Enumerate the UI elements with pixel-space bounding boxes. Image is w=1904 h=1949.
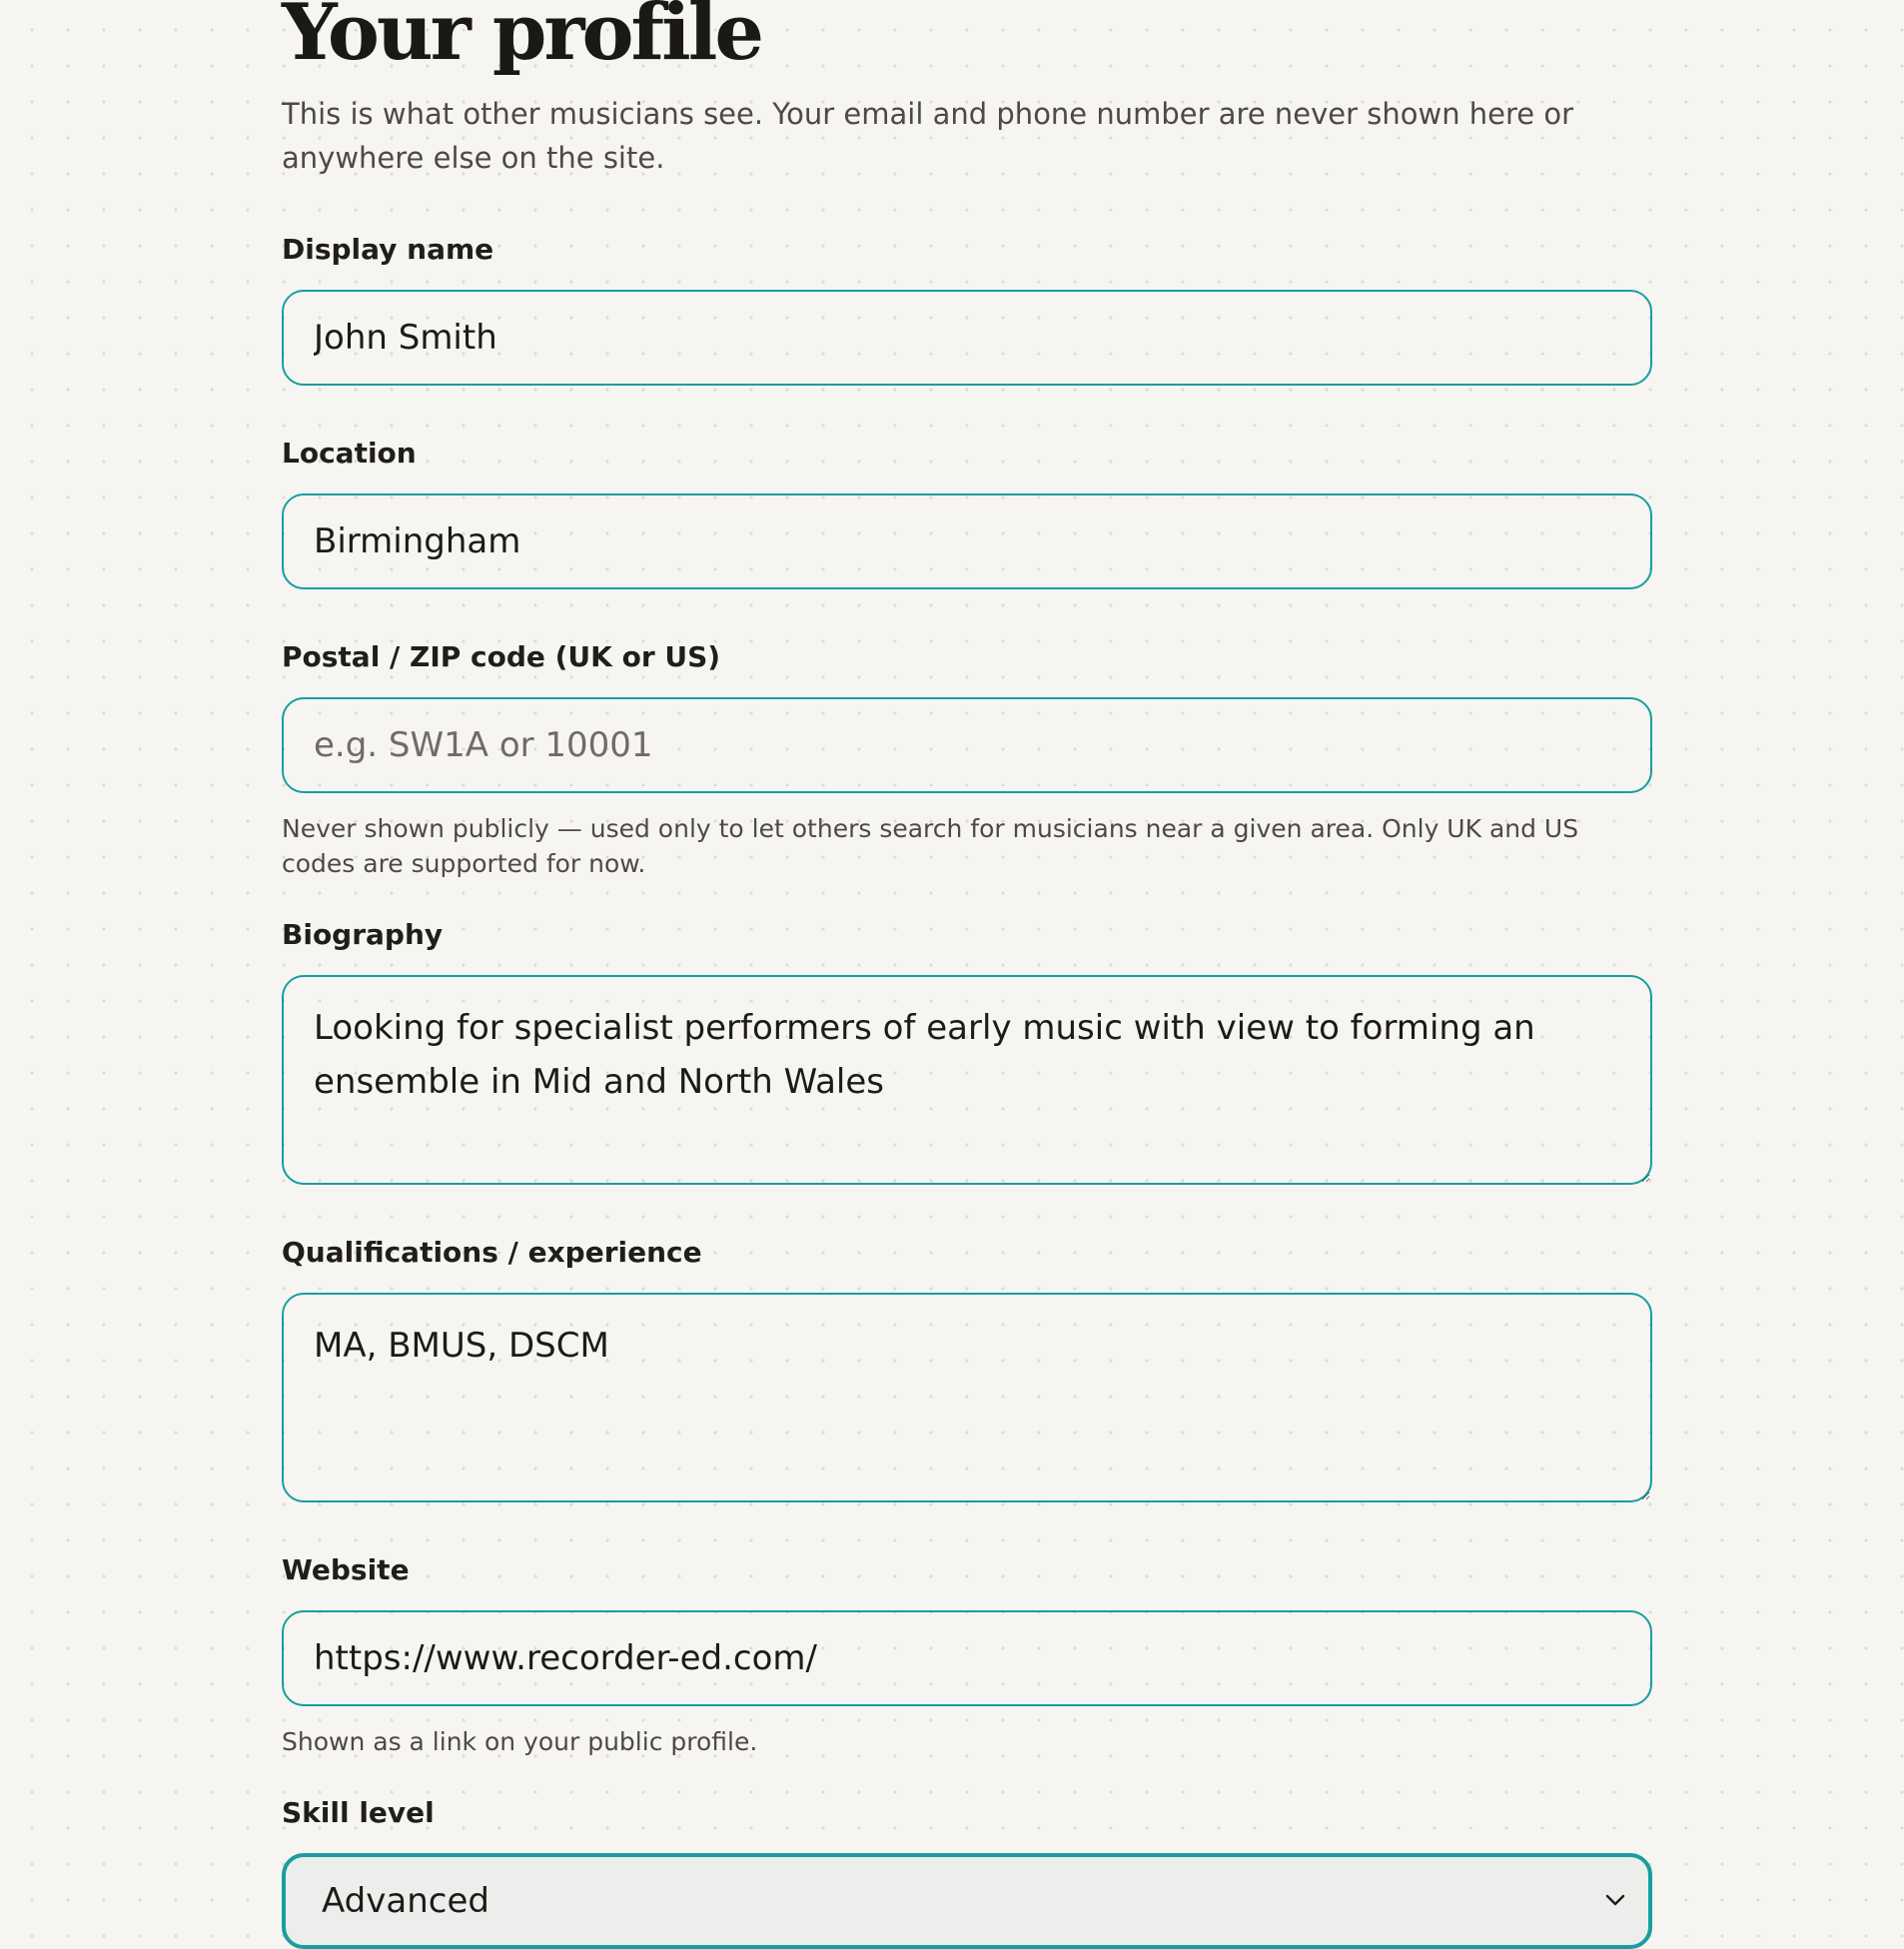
biography-label: Biography — [282, 918, 444, 951]
skill-level-select[interactable] — [282, 1853, 1652, 1949]
location-label: Location — [282, 437, 417, 470]
website-group — [282, 1554, 1652, 1759]
qualifications-label: Qualifications / experience — [282, 1236, 702, 1269]
postal-code-group — [282, 641, 1652, 881]
page-intro: This is what other musicians see. Your email and phone number are never shown here or anywhere else on the site. — [282, 97, 1574, 175]
skill-level-label: Skill level — [282, 1796, 435, 1829]
biography-group — [282, 919, 1652, 1185]
biography-textarea[interactable] — [282, 975, 1652, 1185]
skill-level-group — [282, 1797, 1652, 1949]
display-name-label: Display name — [282, 233, 494, 266]
location-input[interactable] — [282, 493, 1652, 589]
postal-code-input[interactable] — [282, 697, 1652, 793]
page-title: Your profile — [282, 0, 761, 78]
website-label: Website — [282, 1553, 410, 1586]
display-name-group — [282, 234, 1652, 386]
qualifications-group — [282, 1237, 1652, 1502]
qualifications-textarea[interactable] — [282, 1293, 1652, 1502]
website-input[interactable] — [282, 1610, 1652, 1706]
postal-code-help: Never shown publicly — used only to let others search for musicians near a given area. Only UK and US codes are supported for now. — [282, 814, 1579, 878]
profile-form-page — [282, 0, 1652, 1949]
website-help: Shown as a link on your public profile. — [282, 1727, 758, 1756]
skill-level-select-wrapper — [282, 1853, 1652, 1949]
location-group — [282, 438, 1652, 589]
postal-code-label: Postal / ZIP code (UK or US) — [282, 640, 721, 673]
display-name-input[interactable] — [282, 290, 1652, 386]
